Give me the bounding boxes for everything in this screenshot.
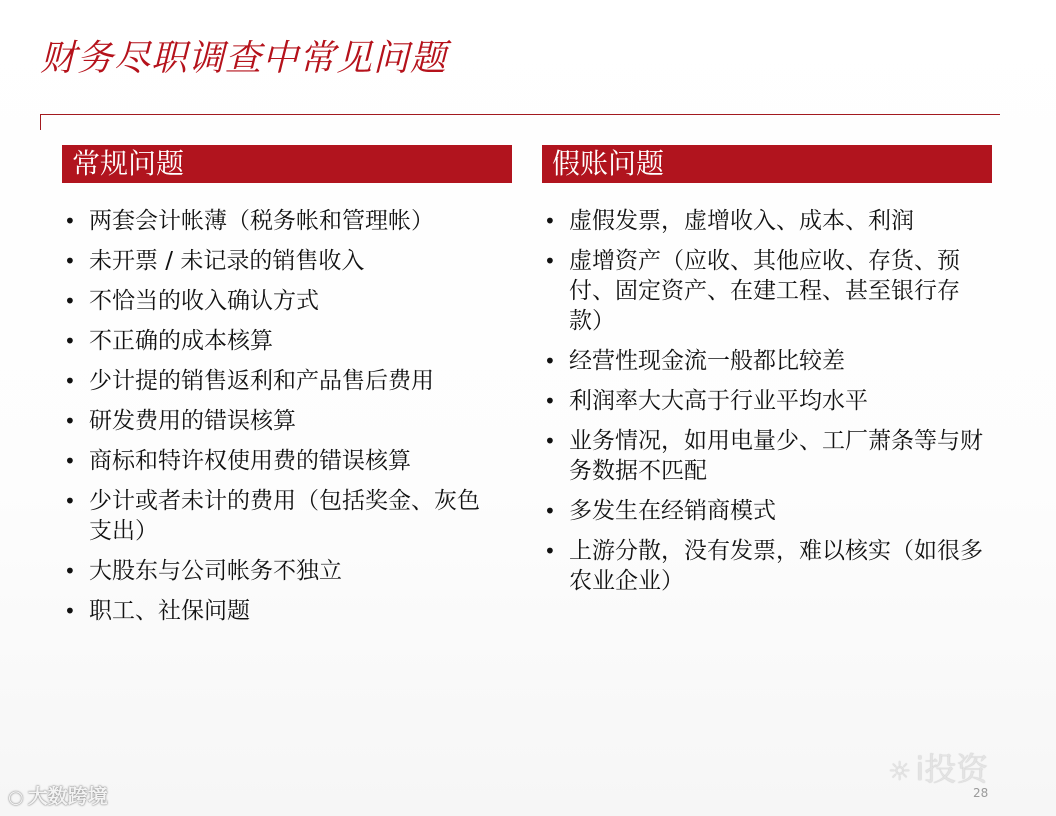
bullet-icon: • (544, 429, 556, 453)
page-number: 28 (973, 786, 989, 800)
common-issues-list (62, 206, 502, 636)
bullet-icon: • (64, 409, 76, 433)
list-item-text: 研发费用的错误核算 (89, 408, 296, 434)
list-item-text: 商标和特许权使用费的错误核算 (89, 448, 411, 474)
list-item-text: 上游分散，没有发票，难以核实（如很多农业企业） (569, 538, 983, 594)
bullet-icon: • (544, 209, 556, 233)
watermark-weibo (8, 780, 108, 809)
list-item (542, 386, 992, 416)
list-item (542, 496, 992, 526)
bullet-icon: • (64, 369, 76, 393)
list-item-text: 虚假发票，虚增收入、成本、利润 (569, 208, 914, 234)
list-item-text: 大股东与公司帐务不独立 (89, 558, 342, 584)
bullet-icon: • (64, 559, 76, 583)
bullet-icon: • (64, 249, 76, 273)
title-divider (40, 114, 1000, 115)
list-item-text: 经营性现金流一般都比较差 (569, 348, 845, 374)
section-header-common-issues: 常规问题 (62, 145, 512, 183)
list-item-text: 少计提的销售返利和产品售后费用 (89, 368, 434, 394)
weibo-icon: ○ (8, 787, 24, 808)
watermark-wechat (888, 744, 988, 790)
bullet-icon: • (544, 499, 556, 523)
list-item-text: 两套会计帐薄（税务帐和管理帐） (89, 208, 434, 234)
section-header-fake-accounts: 假账问题 (542, 145, 992, 183)
watermark-left-text: 大数跨境 (27, 784, 108, 808)
fake-accounts-list (542, 206, 992, 606)
bullet-icon: • (64, 289, 76, 313)
wechat-icon: ☼ (888, 757, 912, 787)
bullet-icon: • (64, 449, 76, 473)
list-item (62, 446, 502, 476)
list-item-text: 业务情况，如用电量少、工厂萧条等与财务数据不匹配 (569, 428, 983, 484)
list-item (542, 246, 992, 336)
bullet-icon: • (544, 249, 556, 273)
bullet-icon: • (544, 389, 556, 413)
list-item-text: 多发生在经销商模式 (569, 498, 776, 524)
list-item (62, 246, 502, 276)
bullet-icon: • (64, 489, 76, 513)
list-item (62, 406, 502, 436)
list-item (542, 346, 992, 376)
list-item (62, 556, 502, 586)
list-item (62, 486, 502, 546)
bullet-icon: • (64, 599, 76, 623)
list-item-text: 少计或者未计的费用（包括奖金、灰色支出） (89, 488, 480, 544)
bullet-icon: • (64, 209, 76, 233)
bullet-icon: • (64, 329, 76, 353)
list-item-text: 职工、社保问题 (89, 598, 250, 624)
watermark-right-text: i投资 (915, 750, 989, 788)
list-item-text: 不恰当的收入确认方式 (89, 288, 319, 314)
bullet-icon: • (544, 539, 556, 563)
list-item (542, 426, 992, 486)
list-item-text: 虚增资产（应收、其他应收、存货、预付、固定资产、在建工程、甚至银行存款） (569, 248, 960, 334)
list-item-text: 不正确的成本核算 (89, 328, 273, 354)
list-item (542, 536, 992, 596)
list-item (62, 366, 502, 396)
list-item (62, 286, 502, 316)
list-item (62, 596, 502, 626)
list-item-text: 未开票 / 未记录的销售收入 (89, 248, 365, 274)
list-item (62, 326, 502, 356)
title-divider-tick (40, 114, 41, 130)
page-title: 财务尽职调查中常见问题 (40, 38, 448, 79)
list-item (542, 206, 992, 236)
list-item-text: 利润率大大高于行业平均水平 (569, 388, 868, 414)
list-item (62, 206, 502, 236)
bullet-icon: • (544, 349, 556, 373)
